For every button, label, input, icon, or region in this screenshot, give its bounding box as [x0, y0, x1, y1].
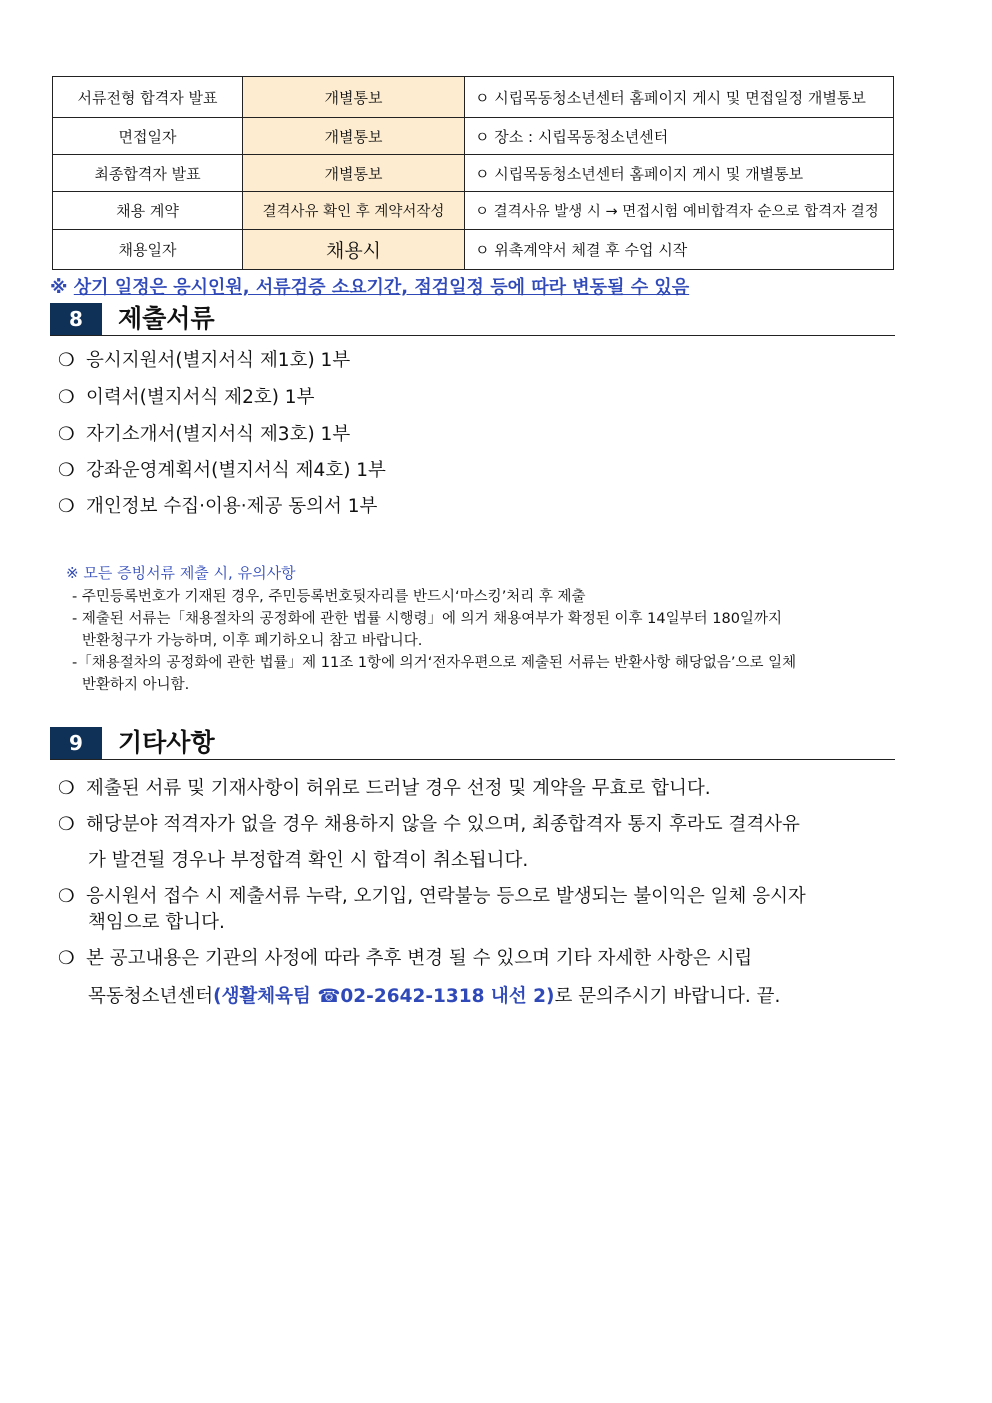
circle-bullet-icon: ❍: [58, 496, 75, 517]
circle-bullet-icon: ❍: [58, 387, 75, 408]
stage-cell: 최종합격자 발표: [53, 155, 243, 192]
schedule-table: [52, 76, 894, 270]
detail-cell: [465, 230, 894, 270]
list-item: ❍ 응시지원서(별지서식 제1호) 1부: [58, 350, 351, 371]
circle-bullet-icon: ❍: [58, 778, 75, 799]
circle-bullet-icon: ❍: [58, 886, 75, 907]
bullet-icon: ㅇ: [475, 88, 490, 107]
list-item-continuation: [88, 982, 780, 1008]
detail-text: 시립목동청소년센터 홈페이지 게시 및 면접일정 개별통보: [494, 88, 866, 107]
method-cell: 채용시: [243, 230, 465, 270]
note-text: 상기 일정은 응시인원, 서류검증 소요기간, 점검일정 등에 따라 변동될 수 있음: [73, 277, 690, 298]
org-name: 목동청소년센터: [88, 986, 214, 1007]
schedule-note: [50, 273, 689, 299]
caution-line: - 제출된 서류는「채용절차의 공정화에 관한 법률 시행령」에 의거 채용여부가 확정된 이후 14일부터 180일까지: [72, 611, 782, 627]
detail-text: 위촉계약서 체결 후 수업 시작: [494, 241, 688, 259]
caution-line: -「채용절차의 공정화에 관한 법률」제 11조 1항에 의거‘전자우편으로 제출된 서류는 반환사항 해당없음’으로 일체: [72, 655, 797, 671]
list-item-continuation: 가 발견될 경우나 부정합격 확인 시 합격이 취소됩니다.: [88, 850, 529, 871]
bullet-icon: ㅇ: [475, 204, 490, 220]
caution-line: - 주민등록번호가 기재된 경우, 주민등록번호뒷자리를 반드시‘마스킹’처리 후 제출: [72, 589, 586, 605]
list-item: ❍ 해당분야 적격자가 없을 경우 채용하지 않을 수 있으며, 최종합격자 통지 후라도 결격사유: [58, 814, 800, 835]
section-number: 9: [50, 727, 102, 759]
detail-cell: [465, 77, 894, 118]
detail-cell: [465, 118, 894, 155]
contact-info: (생활체육팀 ☎02-2642-1318 내선 2): [213, 986, 555, 1007]
bullet-icon: ㅇ: [475, 241, 490, 259]
list-item: ❍ 이력서(별지서식 제2호) 1부: [58, 387, 315, 408]
list-item: ❍ 자기소개서(별지서식 제3호) 1부: [58, 424, 351, 445]
detail-text: 시립목동청소년센터 홈페이지 게시 및 개별통보: [494, 164, 804, 183]
caution-line: 반환하지 아니함.: [82, 677, 190, 693]
caution-line: 반환청구가 가능하며, 이후 폐기하오니 참고 바랍니다.: [82, 633, 423, 649]
caution-title: ※ 모든 증빙서류 제출 시, 유의사항: [66, 564, 296, 582]
list-item: ❍ 제출된 서류 및 기재사항이 허위로 드러날 경우 선정 및 계약을 무효로 합니다.: [58, 778, 711, 799]
list-item: ❍ 강좌운영계획서(별지서식 제4호) 1부: [58, 460, 386, 481]
section-number: 8: [50, 303, 102, 335]
circle-bullet-icon: ❍: [58, 814, 75, 835]
list-item: ❍ 응시원서 접수 시 제출서류 누락, 오기입, 연락불능 등으로 발생되는 불이익은 일체 응시자: [58, 886, 806, 907]
list-item: ❍ 개인정보 수집·이용·제공 동의서 1부: [58, 496, 378, 517]
closing-text: 로 문의주시기 바랍니다. 끝.: [554, 986, 781, 1007]
table-row: [53, 230, 894, 270]
method-cell: 개별통보: [243, 77, 465, 118]
detail-text: 결격사유 발생 시 → 면접시험 예비합격자 순으로 합격자 결정: [493, 204, 879, 220]
circle-bullet-icon: ❍: [58, 460, 75, 481]
detail-cell: [465, 155, 894, 192]
stage-cell: 면접일자: [53, 118, 243, 155]
section-8-header: [50, 303, 895, 336]
method-cell: 개별통보: [243, 118, 465, 155]
circle-bullet-icon: ❍: [58, 948, 75, 969]
circle-bullet-icon: ❍: [58, 350, 75, 371]
section-9-header: [50, 727, 895, 760]
detail-cell: [465, 192, 894, 230]
list-item: ❍ 본 공고내용은 기관의 사정에 따라 추후 변경 될 수 있으며 기타 자세한 사항은 시립: [58, 948, 753, 969]
table-row: [53, 192, 894, 230]
method-cell: 결격사유 확인 후 계약서작성: [243, 192, 465, 230]
section-title: 제출서류: [118, 304, 215, 333]
bullet-icon: ㅇ: [475, 127, 490, 146]
section-title: 기타사항: [118, 728, 215, 757]
circle-bullet-icon: ❍: [58, 424, 75, 445]
table-row: [53, 77, 894, 118]
detail-text: 장소 : 시립목동청소년센터: [494, 127, 669, 146]
bullet-icon: ㅇ: [475, 164, 490, 183]
table-row: [53, 118, 894, 155]
list-item-continuation: 책임으로 합니다.: [88, 912, 225, 933]
stage-cell: 채용 계약: [53, 192, 243, 230]
method-cell: 개별통보: [243, 155, 465, 192]
table-row: [53, 155, 894, 192]
stage-cell: 채용일자: [53, 230, 243, 270]
stage-cell: 서류전형 합격자 발표: [53, 77, 243, 118]
note-mark: ※: [50, 277, 68, 298]
